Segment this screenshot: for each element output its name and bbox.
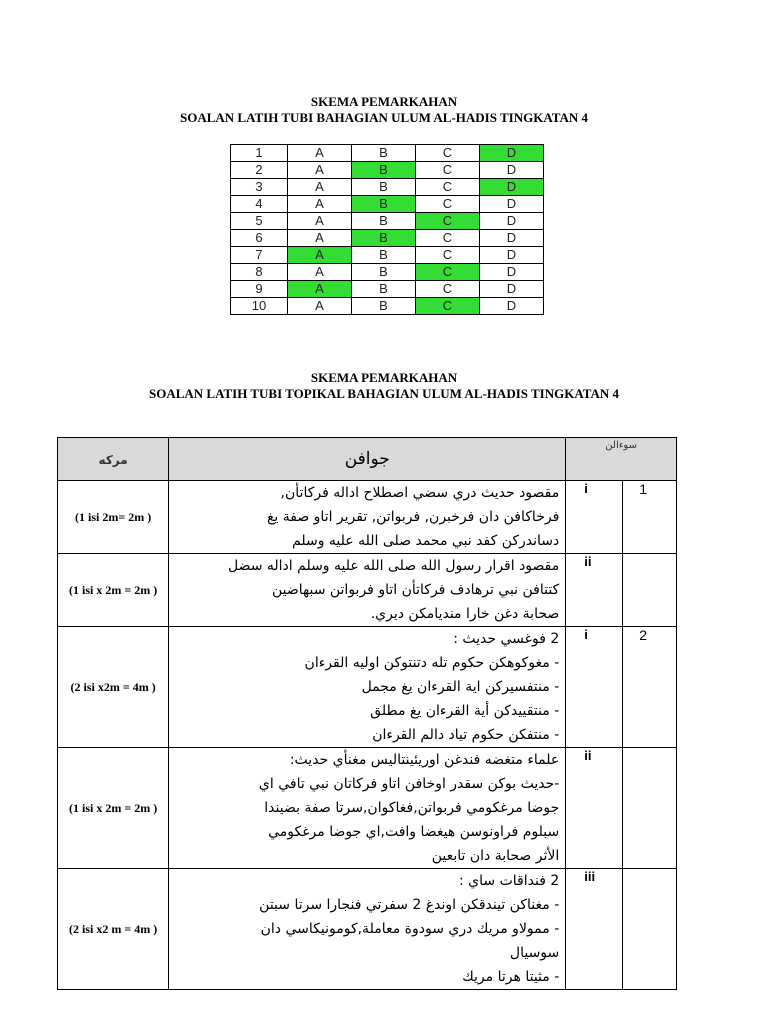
answer-cell xyxy=(169,554,566,627)
mcq-row xyxy=(231,213,544,230)
mcq-option: C xyxy=(416,281,480,298)
question-number-cell: 2 xyxy=(623,627,677,748)
mcq-option: D xyxy=(480,213,544,230)
mcq-row xyxy=(231,230,544,247)
mcq-option: B xyxy=(352,213,416,230)
mcq-option: A xyxy=(288,162,352,179)
mcq-option: A xyxy=(288,196,352,213)
mcq-question-number: 8 xyxy=(231,264,288,281)
sub-question-cell: i xyxy=(566,481,623,554)
answer-line: دساندركن كفد نبي محمد صلى الله عليه وسلم xyxy=(292,533,560,549)
answer-row xyxy=(58,554,677,627)
mark-column-header: مركه xyxy=(58,438,169,481)
mcq-option: B xyxy=(352,179,416,196)
mcq-option: A xyxy=(288,298,352,315)
answer-cell xyxy=(169,481,566,554)
mcq-option: A xyxy=(288,264,352,281)
answer-line: - منتقييدكن أية القرءان يغ مطلق xyxy=(370,703,560,719)
mcq-question-number: 7 xyxy=(231,247,288,264)
sub-question-cell: i xyxy=(566,627,623,748)
mcq-correct-option: A xyxy=(288,247,352,264)
answer-line: - مثيتا هرتا مريك xyxy=(462,969,560,985)
answer-line: صحابة دغن خارا منديامكن ديري. xyxy=(370,606,560,622)
mcq-option: C xyxy=(416,179,480,196)
answer-line: - منتفكن حكوم تياد دالم القرءان xyxy=(372,727,560,743)
mcq-option: C xyxy=(416,196,480,213)
mcq-row xyxy=(231,162,544,179)
mcq-question-number: 2 xyxy=(231,162,288,179)
answer-table-header xyxy=(58,438,677,481)
answer-line: كتتافن نبي ترهادف فركاتأن اتاو فربواتن سبهاضين xyxy=(271,582,560,598)
mcq-option: A xyxy=(288,230,352,247)
answer-line: الأثر صحابة دان تابعين xyxy=(431,848,560,864)
answer-line: - مغناكن تيندقكن اوندغ 2 سفرتي فنجارا سرتا سبتن xyxy=(259,897,560,913)
answer-line: مقصود حديث دري سضي اصطلاح اداله فركاتأن, xyxy=(280,485,560,501)
mcq-option: B xyxy=(352,264,416,281)
mark-cell: (2 isi x2m = 4m ) xyxy=(58,627,169,748)
question-column-header: سوءالن xyxy=(566,438,677,481)
answer-line: فرخاكافن دان فرخبرن, فربواتن, تقرير اتاو صفة يغ xyxy=(266,509,560,525)
mcq-option: D xyxy=(480,196,544,213)
answer-row xyxy=(58,481,677,554)
question-number-cell xyxy=(623,554,677,627)
mark-cell: (2 isi x2 m = 4m ) xyxy=(58,869,169,990)
mcq-question-number: 4 xyxy=(231,196,288,213)
mcq-question-number: 3 xyxy=(231,179,288,196)
answer-column-header: جوافن xyxy=(169,438,566,481)
mcq-correct-option: D xyxy=(480,145,544,162)
mcq-option: D xyxy=(480,298,544,315)
mcq-correct-option: C xyxy=(416,298,480,315)
mcq-row xyxy=(231,298,544,315)
mcq-option: A xyxy=(288,179,352,196)
answer-line: سوسيال xyxy=(509,945,560,961)
mcq-option: A xyxy=(288,145,352,162)
mcq-row xyxy=(231,145,544,162)
mcq-option: D xyxy=(480,247,544,264)
mcq-option: C xyxy=(416,230,480,247)
answer-line: جوضا مرغكومي فربواتن,فغاكوان,سرتا صفة بضيندا xyxy=(264,800,560,816)
answer-row xyxy=(58,748,677,869)
mcq-correct-option: A xyxy=(288,281,352,298)
mcq-question-number: 6 xyxy=(231,230,288,247)
mcq-option: B xyxy=(352,281,416,298)
answer-line: -حديث بوكن سقدر اوخافن اتاو فركاتان نبي تافي اي xyxy=(258,776,560,792)
mcq-option: B xyxy=(352,145,416,162)
mcq-option: D xyxy=(480,162,544,179)
answer-line: علماء متغضه فندغن اوريئينتاليس مغنأي حديث: xyxy=(289,752,560,768)
answer-row xyxy=(58,627,677,748)
mcq-correct-option: D xyxy=(480,179,544,196)
structured-answer-table xyxy=(57,437,677,990)
mcq-question-number: 5 xyxy=(231,213,288,230)
mcq-row xyxy=(231,179,544,196)
sub-question-cell: ii xyxy=(566,554,623,627)
mcq-row xyxy=(231,247,544,264)
mcq-answer-table xyxy=(230,144,544,315)
answer-line: - ممولاو مريك دري سودوة معاملة,كومونيكاسي دان xyxy=(260,921,560,937)
answer-cell xyxy=(169,627,566,748)
mcq-option: B xyxy=(352,298,416,315)
answer-line: مقصود اقرار رسول الله صلى الله عليه وسلم اداله سضل xyxy=(227,558,560,574)
mcq-option: C xyxy=(416,145,480,162)
mcq-correct-option: C xyxy=(416,213,480,230)
mcq-question-number: 1 xyxy=(231,145,288,162)
sub-question-cell: iii xyxy=(566,869,623,990)
mcq-correct-option: B xyxy=(352,196,416,213)
section2-subtitle: SOALAN LATIH TUBI TOPIKAL BAHAGIAN ULUM AL-HADIS TINGKATAN 4 xyxy=(148,386,620,401)
answer-line: سبلوم فراونوسن هيغضا وافت,اي جوضا مرغكومي xyxy=(268,824,560,840)
mcq-option: D xyxy=(480,264,544,281)
section1-subtitle: SOALAN LATIH TUBI BAHAGIAN ULUM AL-HADIS TINGKATAN 4 xyxy=(179,110,588,125)
section1-heading xyxy=(0,94,768,126)
answer-line: - منتفسيركن اية القرءان يغ مجمل xyxy=(361,679,560,695)
mcq-question-number: 9 xyxy=(231,281,288,298)
mcq-option: D xyxy=(480,281,544,298)
question-number-cell: 1 xyxy=(623,481,677,554)
question-number-cell xyxy=(623,748,677,869)
mcq-correct-option: C xyxy=(416,264,480,281)
answer-line: - مغوكوهكن حكوم تله دتنتوكن اوليه القرءان xyxy=(304,655,560,671)
section2-title: SKEMA PEMARKAHAN xyxy=(310,370,458,385)
mcq-option: C xyxy=(416,162,480,179)
answer-line: 2 فنداقات ساي : xyxy=(459,873,560,889)
mcq-option: D xyxy=(480,230,544,247)
section2-heading xyxy=(0,370,768,402)
mcq-correct-option: B xyxy=(352,230,416,247)
answer-row xyxy=(58,869,677,990)
mcq-correct-option: B xyxy=(352,162,416,179)
mcq-option: A xyxy=(288,213,352,230)
mcq-row xyxy=(231,196,544,213)
mcq-question-number: 10 xyxy=(231,298,288,315)
question-number-cell xyxy=(623,869,677,990)
section1-title: SKEMA PEMARKAHAN xyxy=(310,94,458,109)
mcq-row xyxy=(231,264,544,281)
mark-cell: (1 isi 2m= 2m ) xyxy=(58,481,169,554)
mcq-option: B xyxy=(352,247,416,264)
sub-question-cell: ii xyxy=(566,748,623,869)
mark-cell: (1 isi x 2m = 2m ) xyxy=(58,554,169,627)
mcq-row xyxy=(231,281,544,298)
mcq-option: C xyxy=(416,247,480,264)
answer-cell xyxy=(169,869,566,990)
mark-cell: (1 isi x 2m = 2m ) xyxy=(58,748,169,869)
answer-line: 2 فوغسي حديث : xyxy=(453,631,560,647)
answer-cell xyxy=(169,748,566,869)
